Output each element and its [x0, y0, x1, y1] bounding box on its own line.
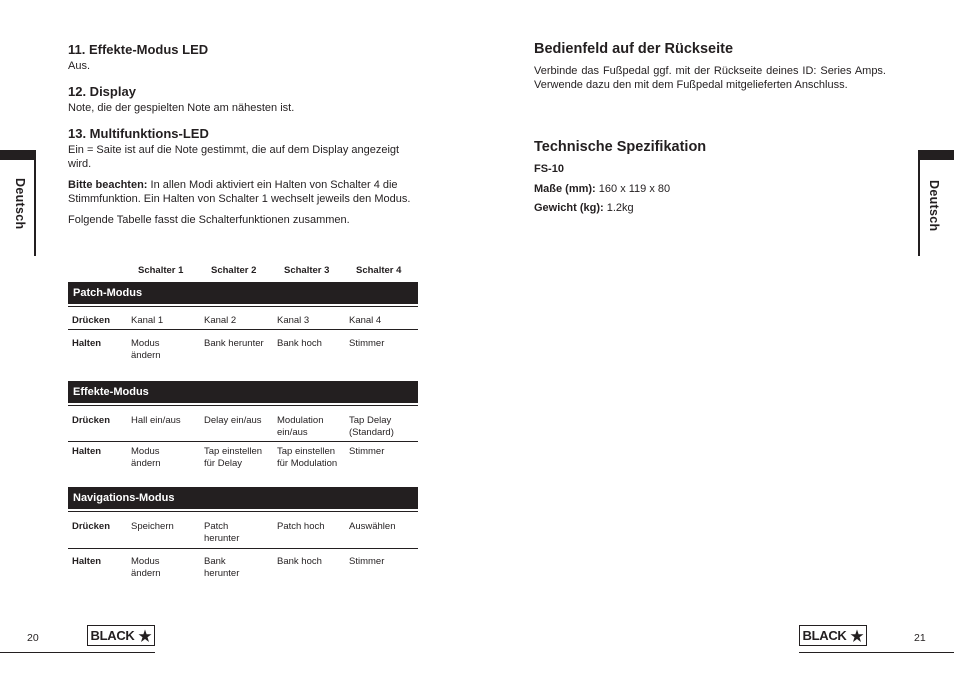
patch-row-rule: [68, 329, 418, 330]
specs-dims: [534, 183, 886, 197]
patch-hold-4: Stimmer: [349, 338, 385, 349]
section-13: [68, 126, 420, 228]
effekte-hold-2: Tap einstellen für Delay: [204, 446, 263, 469]
nav-hold-1: Modus ändern: [131, 556, 161, 579]
panel-section: [534, 41, 886, 92]
section-12-title: 12. Display: [68, 84, 136, 99]
navigations-modus-header: Navigations-Modus: [68, 487, 418, 511]
section-13-summary: Folgende Tabelle fasst die Schalterfunktionen zusammen.: [68, 214, 350, 226]
effekte-hold-3: Tap einstellen für Modulation: [277, 446, 338, 469]
patch-hold-label: Halten: [72, 338, 102, 349]
right-logo-word: BLACK: [802, 628, 847, 643]
left-black-star-logo: [87, 625, 155, 646]
effekte-press-3: Modulation ein/aus: [277, 415, 324, 438]
right-side-tab: [918, 150, 954, 160]
nav-press-1: Speichern: [131, 521, 174, 532]
right-footer-line: [799, 652, 954, 653]
star-icon: [138, 629, 152, 643]
nav-press-3: Patch hoch: [277, 521, 325, 532]
right-page-number: 21: [914, 632, 926, 644]
right-side-label: Deutsch: [927, 180, 941, 232]
specs-title: Technische Spezifikation: [534, 139, 707, 155]
dims-label: Maße (mm):: [534, 182, 596, 195]
section-13-title: 13. Multifunktions-LED: [68, 126, 209, 141]
col-header-4: Schalter 4: [356, 265, 402, 276]
section-13-text: Ein = Saite ist auf die Note gestimmt, die auf dem Display angezeigt wird.: [68, 144, 400, 170]
effekte-hold-4: Stimmer: [349, 446, 385, 457]
specs-model: FS-10: [534, 163, 564, 175]
patch-press-2: Kanal 2: [204, 315, 237, 326]
col-header-2: Schalter 2: [211, 265, 257, 276]
patch-press-3: Kanal 3: [277, 315, 310, 326]
patch-press-label: Drücken: [72, 315, 111, 326]
weight-value: 1.2kg: [603, 202, 634, 214]
weight-label: Gewicht (kg):: [534, 202, 604, 214]
effekte-hold-label: Halten: [72, 446, 102, 457]
right-black-star-logo: [799, 625, 867, 646]
effekte-row-rule: [68, 441, 418, 442]
patch-press-1: Kanal 1: [131, 315, 164, 326]
specs-weight: [534, 202, 886, 216]
patch-hold-1: Modus ändern: [131, 338, 161, 361]
left-page-number: 20: [27, 632, 39, 644]
patch-hold-3: Bank hoch: [277, 338, 322, 349]
section-11-title: 11. Effekte-Modus LED: [68, 42, 209, 57]
left-side-label: Deutsch: [13, 178, 27, 230]
effekte-hold-1: Modus ändern: [131, 446, 161, 469]
note-text: In allen Modi aktiviert ein Halten von Schalter 4 die Stimmfunktion. Ein Halten von Schalter 1 wechselt jeweils den Modus.: [68, 179, 411, 205]
note-label: Bitte beachten:: [68, 179, 148, 191]
star-icon: [850, 629, 864, 643]
section-11-text: Aus.: [68, 60, 91, 72]
patch-press-4: Kanal 4: [349, 315, 382, 326]
effekte-modus-header: Effekte-Modus: [68, 381, 418, 405]
effekte-press-4: Tap Delay (Standard): [349, 415, 394, 438]
panel-title: Bedienfeld auf der Rückseite: [534, 41, 734, 57]
dims-value: 160 x 119 x 80: [595, 182, 671, 195]
patch-modus-header: Patch-Modus: [68, 282, 418, 306]
nav-hold-3: Bank hoch: [277, 556, 322, 567]
specs-section: [534, 139, 886, 216]
right-side-line: [918, 150, 920, 256]
section-13-note: [68, 179, 420, 206]
nav-hold-2: Bank herunter: [204, 556, 240, 579]
section-12: [68, 84, 420, 116]
col-header-1: Schalter 1: [138, 265, 184, 276]
nav-press-label: Drücken: [72, 521, 111, 532]
left-side-tab: [0, 150, 36, 160]
effekte-press-label: Drücken: [72, 415, 111, 426]
left-side-line: [34, 150, 36, 256]
nav-row-rule: [68, 548, 418, 549]
section-11: [68, 42, 420, 74]
patch-hold-2: Bank herunter: [204, 338, 264, 349]
effekte-press-2: Delay ein/aus: [204, 415, 262, 426]
nav-press-2: Patch herunter: [204, 521, 240, 544]
nav-press-4: Auswählen: [349, 521, 396, 532]
section-12-text: Note, die der gespielten Note am nähesten ist.: [68, 102, 295, 114]
panel-text: Verbinde das Fußpedal ggf. mit der Rückseite deines ID: Series Amps. Verwende dazu den mit dem Fußpedal mitgelieferten Anschluss.: [534, 65, 886, 91]
left-footer-line: [0, 652, 155, 653]
nav-hold-4: Stimmer: [349, 556, 385, 567]
col-header-3: Schalter 3: [284, 265, 330, 276]
effekte-press-1: Hall ein/aus: [131, 415, 181, 426]
nav-hold-label: Halten: [72, 556, 102, 567]
left-logo-word: BLACK: [90, 628, 135, 643]
